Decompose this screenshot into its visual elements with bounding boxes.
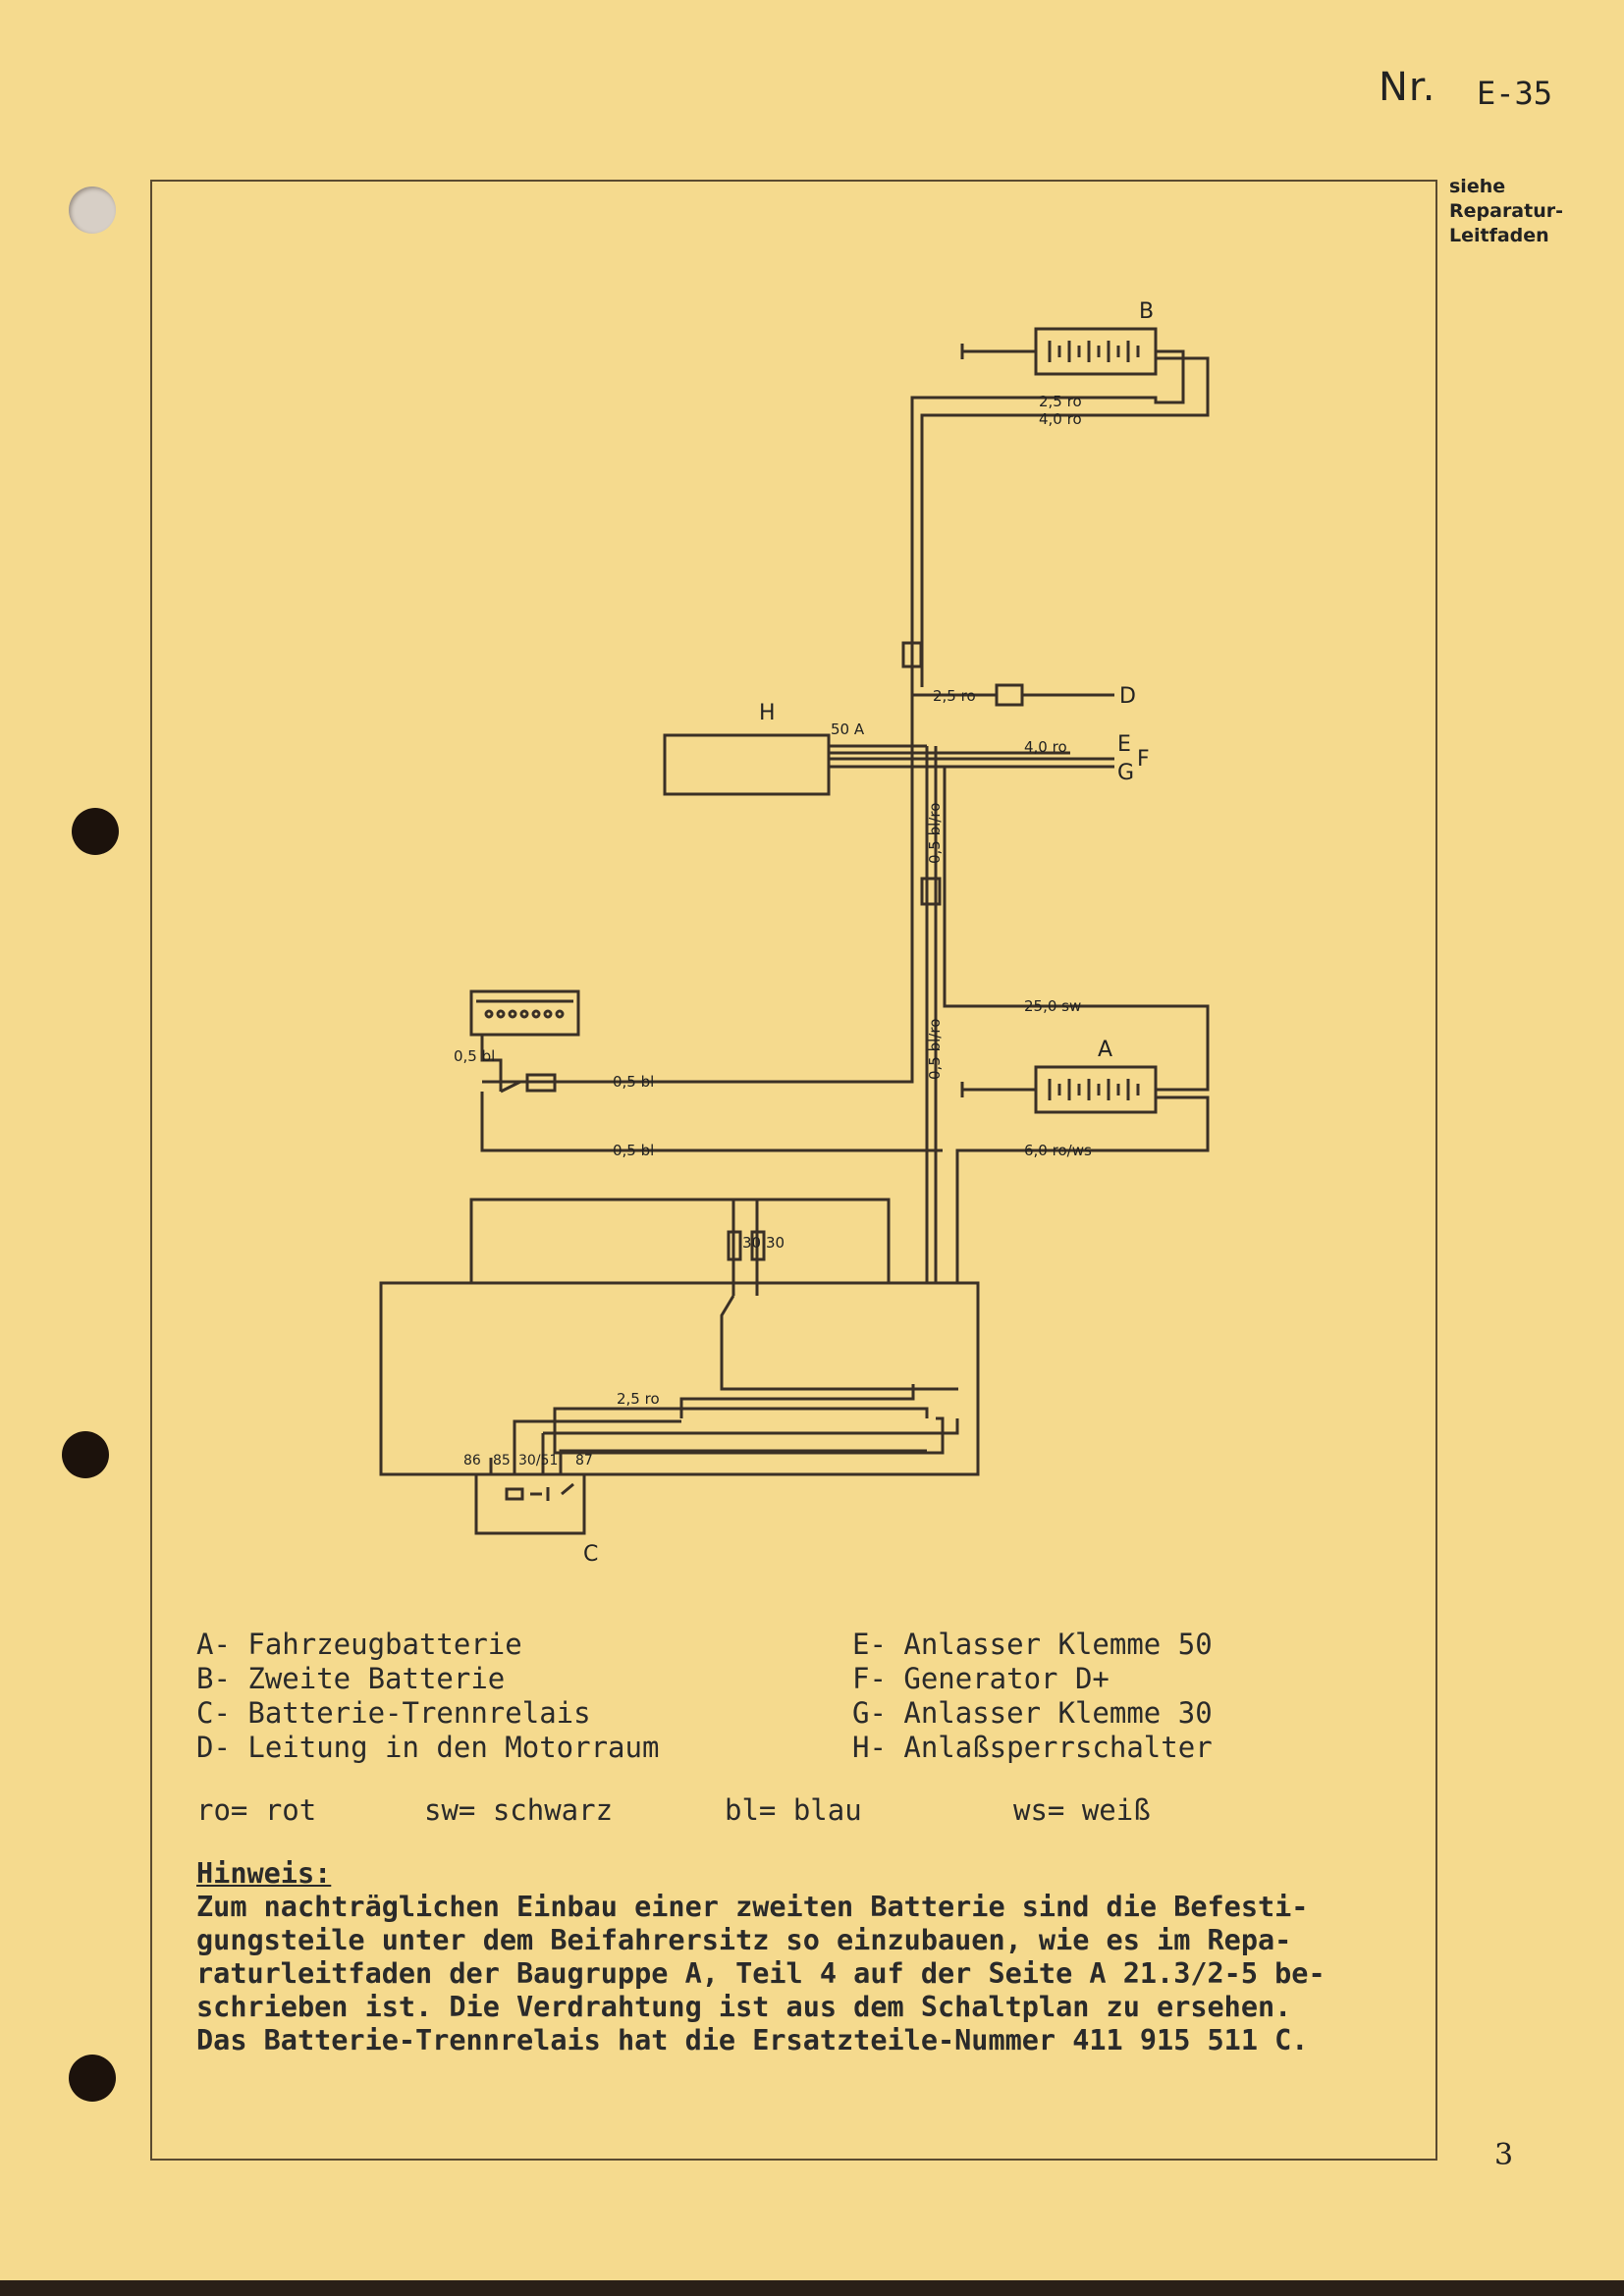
legend-item: E- Anlasser Klemme 50 — [852, 1628, 1213, 1661]
note-line: gungsteile unter dem Beifahrersitz so einzubauen, wie es im Repa- — [196, 1924, 1292, 1956]
scan-edge — [0, 2280, 1624, 2296]
color-key-item: bl= blau — [725, 1793, 862, 1827]
document-number: E-35 — [1477, 75, 1553, 112]
switch-h — [665, 735, 829, 794]
wire-label-a-rows: 6,0 ro/ws — [1024, 1142, 1092, 1159]
legend-item: C- Batterie-Trennrelais — [196, 1696, 591, 1730]
terminal-g: G — [1117, 761, 1135, 785]
legend-item: F- Generator D+ — [852, 1662, 1110, 1695]
side-note-line: Leitfaden — [1449, 225, 1549, 246]
wire-label-low-bl: 0,5 bl — [613, 1142, 655, 1159]
wire-label-a-sw: 25,0 sw — [1024, 997, 1082, 1015]
battery-a — [957, 1067, 1208, 1418]
nr-label: Nr. — [1379, 65, 1436, 110]
note-line: raturleitfaden der Baugruppe A, Teil 4 auf der Seite A 21.3/2-5 be- — [196, 1957, 1326, 1990]
legend-item: D- Leitung in den Motorraum — [196, 1731, 660, 1764]
wire-label-mid-bl: 0,5 bl — [613, 1073, 655, 1091]
label-h: H — [759, 701, 776, 725]
legend-item: B- Zweite Batterie — [196, 1662, 506, 1695]
wire-label-vertical-upper: 0,5 bl/ro — [926, 802, 944, 864]
color-key-item: ws= weiß — [1013, 1793, 1151, 1827]
indicator-unit — [471, 991, 578, 1035]
wire-label-d: 2,5 ro — [933, 687, 976, 705]
relay-terminal: 87 — [575, 1453, 593, 1468]
note-line: Zum nachträglichen Einbau einer zweiten Batterie sind die Befesti- — [196, 1891, 1309, 1923]
side-note-line: Reparatur- — [1449, 200, 1563, 222]
note-heading: Hinweis: — [196, 1857, 332, 1890]
label-a: A — [1098, 1038, 1113, 1062]
terminal-50a: 50 A — [831, 721, 865, 738]
label-b: B — [1139, 299, 1155, 324]
page-number: 3 — [1494, 2138, 1514, 2172]
terminal-f: F — [1137, 747, 1150, 772]
wire-label-relay-ro: 2,5 ro — [617, 1390, 660, 1408]
relay-terminal: 86 — [463, 1453, 481, 1468]
label-c: C — [583, 1542, 599, 1567]
fuse-label: 30 — [766, 1234, 785, 1252]
wire-label-e: 4,0 ro — [1024, 738, 1067, 756]
side-note-line: siehe — [1449, 176, 1506, 197]
wire-label-b-top: 2,5 ro — [1039, 393, 1082, 410]
relay-terminal: 85 — [493, 1453, 511, 1468]
terminal-e: E — [1117, 732, 1131, 757]
wire-label-b-bottom: 4,0 ro — [1039, 410, 1082, 428]
note-line: schrieben ist. Die Verdrahtung ist aus dem Schaltplan zu ersehen. — [196, 1991, 1292, 2023]
relay-terminal: 30/51 — [518, 1453, 559, 1468]
legend-item: G- Anlasser Klemme 30 — [852, 1696, 1213, 1730]
note-line: Das Batterie-Trennrelais hat die Ersatzteile-Nummer 411 915 511 C. — [196, 2024, 1309, 2056]
terminal-d: D — [1119, 684, 1136, 709]
battery-b — [912, 329, 1208, 687]
fuse-label: 30 — [742, 1234, 762, 1252]
wire-label-unit-bl: 0,5 bl — [454, 1047, 496, 1065]
color-key-item: sw= schwarz — [424, 1793, 614, 1827]
color-key-item: ro= rot — [196, 1793, 317, 1827]
wire-label-vertical-lower: 0,5 bl/ro — [926, 1018, 944, 1080]
legend-item: A- Fahrzeugbatterie — [196, 1628, 522, 1661]
legend-item: H- Anlaßsperrschalter — [852, 1731, 1213, 1764]
